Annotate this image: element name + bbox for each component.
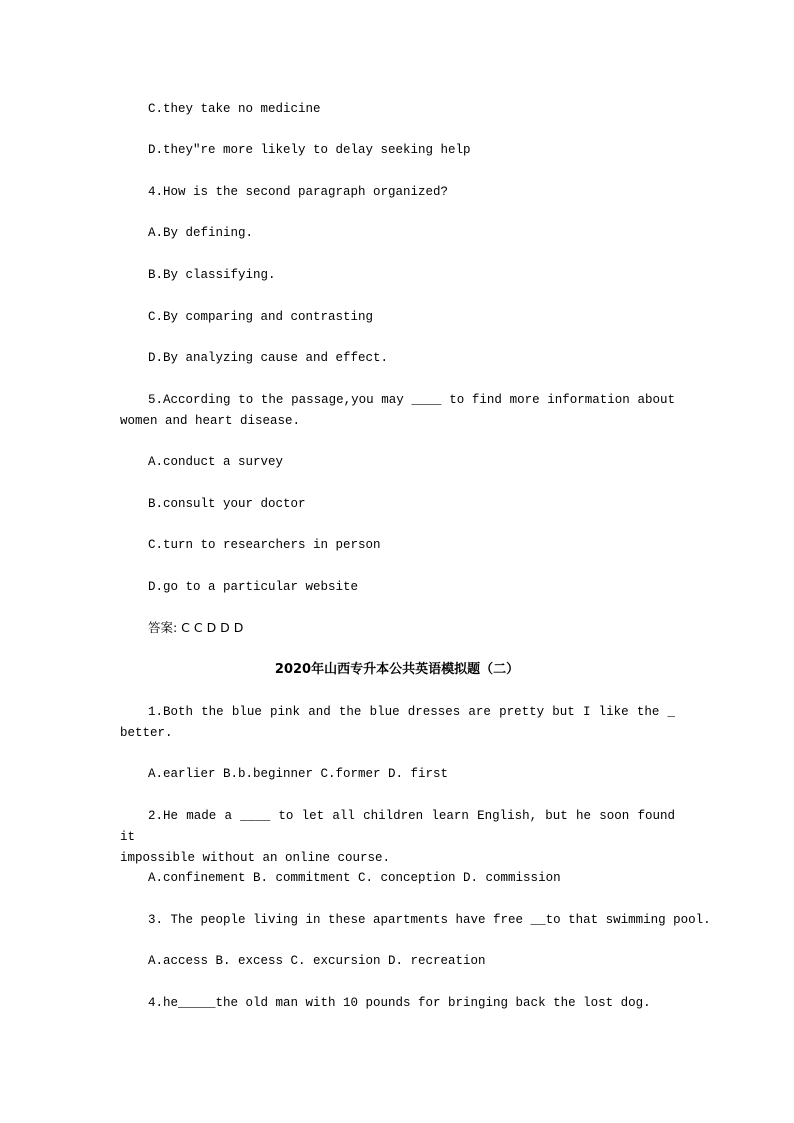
q3-option-d: D.they″re more likely to delay seeking help bbox=[148, 143, 471, 157]
s2-q2-line1: 2.He made a ____ to let all children learn English, but he soon found it bbox=[120, 809, 675, 844]
q4-option-d: D.By analyzing cause and effect. bbox=[148, 351, 389, 365]
s2-q2-line2: impossible without an online course. bbox=[120, 851, 391, 865]
s2-q2-options: A.confinement B. commitment C. conception D. commission bbox=[148, 871, 561, 885]
q4-option-a: A.By defining. bbox=[148, 226, 254, 240]
q4-option-c: C.By comparing and contrasting bbox=[148, 310, 374, 324]
q5-question bbox=[120, 390, 675, 432]
answer-key: 答案: C C D D D bbox=[148, 620, 244, 635]
q3-option-c: C.they take no medicine bbox=[148, 102, 321, 116]
q5-option-d: D.go to a particular website bbox=[148, 580, 359, 594]
s2-q1-line2: better. bbox=[120, 726, 173, 740]
s2-q1-question bbox=[120, 702, 675, 744]
s2-q4-question: 4.he_____the old man with 10 pounds for bringing back the lost dog. bbox=[148, 996, 651, 1010]
q4-question: 4.How is the second paragraph organized? bbox=[148, 185, 449, 199]
s2-q3-question: 3. The people living in these apartments have free __to that swimming pool. bbox=[148, 913, 711, 927]
s2-q3-options: A.access B. excess C. excursion D. recreation bbox=[148, 954, 486, 968]
s2-q1-line1: 1.Both the blue pink and the blue dresses are pretty but I like the _ bbox=[148, 705, 675, 719]
section-heading: 2020年山西专升本公共英语模拟题（二） bbox=[274, 662, 520, 677]
q4-option-b: B.By classifying. bbox=[148, 268, 276, 282]
s2-q1-options: A.earlier B.b.beginner C.former D. first bbox=[148, 767, 449, 781]
s2-q2-question bbox=[120, 806, 675, 869]
q5-option-b: B.consult your doctor bbox=[148, 497, 306, 511]
q5-question-line2: women and heart disease. bbox=[120, 414, 301, 428]
q5-question-line1: 5.According to the passage,you may ____ to find more information about bbox=[148, 393, 675, 407]
q5-option-c: C.turn to researchers in person bbox=[148, 538, 381, 552]
q5-option-a: A.conduct a survey bbox=[148, 455, 284, 469]
